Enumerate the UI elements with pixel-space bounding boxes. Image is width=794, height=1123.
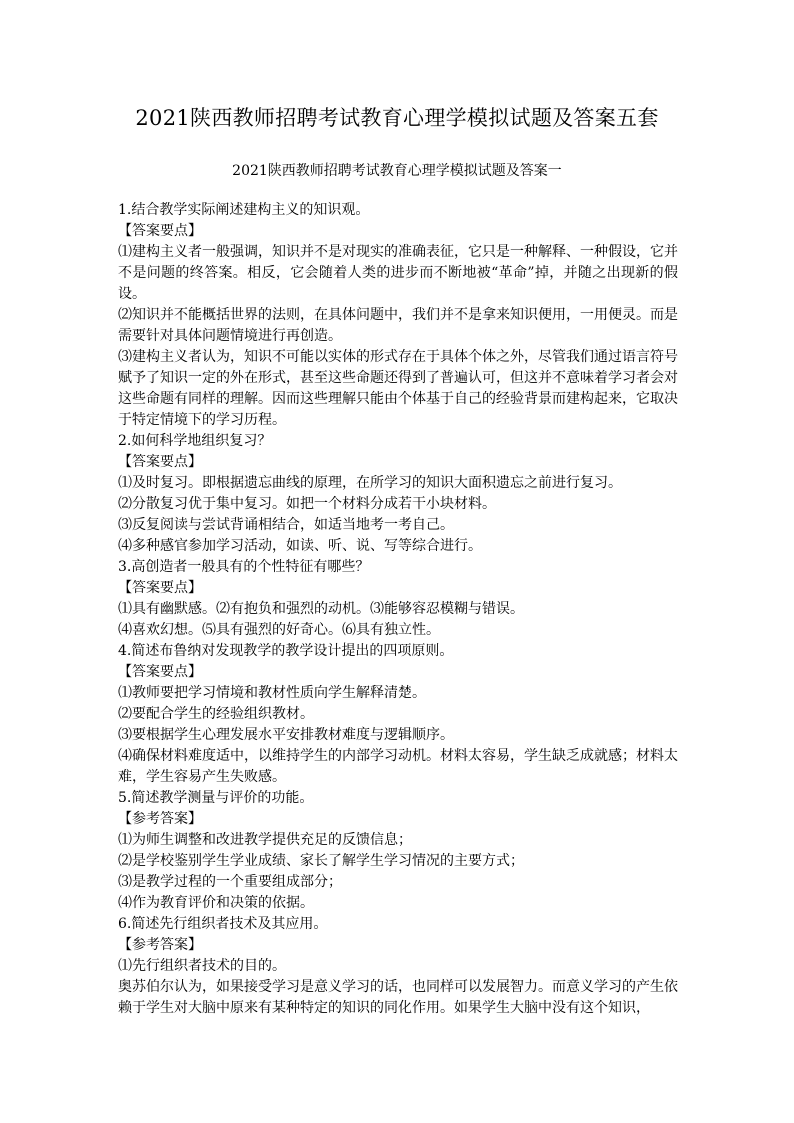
answer-paragraph: ⑷喜欢幻想。⑸具有强烈的好奇心。⑹具有独立性。: [118, 622, 440, 638]
answer-paragraph: ⑴为师生调整和改进教学提供充足的反馈信息；: [118, 832, 412, 848]
answer-paragraph: ⑴及时复习。即根据遗忘曲线的原理，在所学习的知识大面积遗忘之前进行复习。: [118, 475, 622, 491]
answer-paragraph: ⑴教师要把学习情境和教材性质向学生解释清楚。: [118, 685, 426, 701]
answer-heading: 【答案要点】: [118, 580, 202, 596]
answer-heading: 【答案要点】: [118, 223, 202, 239]
answer-paragraph: ⑷多种感官参加学习活动，如读、听、说、写等综合进行。: [118, 538, 482, 554]
answer-paragraph: ⑶要根据学生心理发展水平安排教材难度与逻辑顺序。: [118, 727, 454, 743]
answer-paragraph: ⑵是学校鉴别学生学业成绩、家长了解学生学习情况的主要方式；: [118, 853, 524, 869]
answer-paragraph: ⑵要配合学生的经验组织教材。: [118, 706, 314, 722]
answer-heading: 【参考答案】: [118, 811, 202, 827]
answer-paragraph: ⑵知识并不能概括世界的法则，在具体问题中，我们并不是拿来知识便用，一用便灵。而是需要针对具体问题情境进行再创造。: [118, 307, 678, 344]
question-4: 4.简述布鲁纳对发现教学的教学设计提出的四项原则。: [118, 643, 454, 659]
question-6: 6.简述先行组织者技术及其应用。: [118, 916, 328, 932]
answer-heading: 【答案要点】: [118, 454, 202, 470]
answer-paragraph: ⑶是教学过程的一个重要组成部分；: [118, 874, 342, 890]
answer-heading: 【参考答案】: [118, 937, 202, 953]
document-title: 2021陕西教师招聘考试教育心理学模拟试题及答案五套: [135, 106, 659, 130]
question-2: 2.如何科学地组织复习？: [118, 433, 272, 449]
answer-paragraph: ⑴具有幽默感。⑵有抱负和强烈的动机。⑶能够容忍模糊与错误。: [118, 601, 524, 617]
question-5: 5.简述教学测量与评价的功能。: [118, 790, 314, 806]
answer-paragraph: ⑵分散复习优于集中复习。如把一个材料分成若干小块材料。: [118, 496, 496, 512]
answer-paragraph: ⑴建构主义者一般强调，知识并不是对现实的准确表征，它只是一种解释、一种假设，它并不是问题的终答案。相反，它会随着人类的进步而不断地被“革命”掉，并随之出现新的假设。: [118, 244, 678, 302]
answer-paragraph: ⑷确保材料难度适中，以维持学生的内部学习动机。材料太容易，学生缺乏成就感；材料太难，学生容易产生失败感。: [118, 748, 678, 785]
section-title: 2021陕西教师招聘考试教育心理学模拟试题及答案一: [232, 163, 562, 179]
answer-paragraph: ⑴先行组织者技术的目的。: [118, 958, 286, 974]
answer-paragraph: 奥苏伯尔认为，如果接受学习是意义学习的话，也同样可以发展智力。而意义学习的产生依赖于学生对大脑中原来有某种特定的知识的同化作用。如果学生大脑中没有这个知识，: [118, 979, 678, 1016]
answer-paragraph: ⑷作为教育评价和决策的依据。: [118, 895, 314, 911]
question-3: 3.高创造者一般具有的个性特征有哪些？: [118, 559, 370, 575]
answer-paragraph: ⑶反复阅读与尝试背诵相结合，如适当地考一考自己。: [118, 517, 454, 533]
question-1: 1.结合教学实际阐述建构主义的知识观。: [118, 202, 370, 218]
answer-paragraph: ⑶建构主义者认为，知识不可能以实体的形式存在于具体个体之外，尽管我们通过语言符号赋予了知识一定的外在形式，甚至这些命题还得到了普遍认可，但这并不意味着学习者会对这些命题有同样的理解。因而这些理解只能由个体基于自己的经验背景而建构起来，它取决于特定情境下的学习历程。: [118, 349, 678, 428]
document-body: [118, 200, 678, 1019]
answer-heading: 【答案要点】: [118, 664, 202, 680]
